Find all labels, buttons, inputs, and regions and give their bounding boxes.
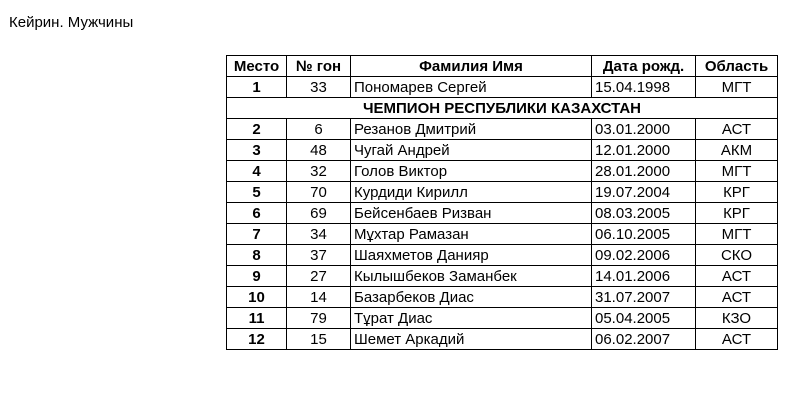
results-table (226, 55, 778, 350)
cell-name: Мұхтар Рамазан (351, 224, 592, 245)
cell-bib: 70 (287, 182, 351, 203)
cell-region: МГТ (696, 224, 778, 245)
table-row (227, 287, 778, 308)
cell-bib: 27 (287, 266, 351, 287)
cell-birth-date: 06.02.2007 (592, 329, 696, 350)
cell-birth-date: 08.03.2005 (592, 203, 696, 224)
cell-place: 4 (227, 161, 287, 182)
cell-region: АСТ (696, 266, 778, 287)
cell-name: Голов Виктор (351, 161, 592, 182)
cell-bib: 69 (287, 203, 351, 224)
table-header-row (227, 56, 778, 77)
cell-bib: 33 (287, 77, 351, 98)
cell-name: Курдиди Кирилл (351, 182, 592, 203)
header-region: Область (696, 56, 778, 77)
cell-name: Тұрат Диас (351, 308, 592, 329)
cell-region: КЗО (696, 308, 778, 329)
cell-region: АКМ (696, 140, 778, 161)
cell-birth-date: 15.04.1998 (592, 77, 696, 98)
cell-region: МГТ (696, 77, 778, 98)
header-name: Фамилия Имя (351, 56, 592, 77)
cell-name: Шаяхметов Данияр (351, 245, 592, 266)
table-row (227, 140, 778, 161)
cell-bib: 32 (287, 161, 351, 182)
table-row (227, 182, 778, 203)
cell-place: 8 (227, 245, 287, 266)
cell-birth-date: 19.07.2004 (592, 182, 696, 203)
table-row (227, 245, 778, 266)
cell-region: АСТ (696, 287, 778, 308)
cell-region: АСТ (696, 119, 778, 140)
cell-name: Кылышбеков Заманбек (351, 266, 592, 287)
cell-name: Базарбеков Диас (351, 287, 592, 308)
cell-name: Шемет Аркадий (351, 329, 592, 350)
cell-bib: 79 (287, 308, 351, 329)
table-row (227, 119, 778, 140)
table-row (227, 77, 778, 98)
cell-region: КРГ (696, 203, 778, 224)
cell-birth-date: 03.01.2000 (592, 119, 696, 140)
cell-place: 10 (227, 287, 287, 308)
cell-place: 12 (227, 329, 287, 350)
cell-place: 11 (227, 308, 287, 329)
cell-place: 2 (227, 119, 287, 140)
cell-place: 3 (227, 140, 287, 161)
cell-place: 7 (227, 224, 287, 245)
cell-place: 5 (227, 182, 287, 203)
cell-bib: 15 (287, 329, 351, 350)
cell-birth-date: 06.10.2005 (592, 224, 696, 245)
cell-place: 6 (227, 203, 287, 224)
cell-bib: 37 (287, 245, 351, 266)
cell-region: КРГ (696, 182, 778, 203)
table-row (227, 308, 778, 329)
header-place: Место (227, 56, 287, 77)
header-bib: № гон (287, 56, 351, 77)
cell-name: Пономарев Сергей (351, 77, 592, 98)
champion-banner: ЧЕМПИОН РЕСПУБЛИКИ КАЗАХСТАН (227, 98, 778, 119)
cell-bib: 48 (287, 140, 351, 161)
cell-bib: 14 (287, 287, 351, 308)
header-birth-date: Дата рожд. (592, 56, 696, 77)
cell-region: СКО (696, 245, 778, 266)
cell-birth-date: 05.04.2005 (592, 308, 696, 329)
cell-place: 1 (227, 77, 287, 98)
cell-bib: 34 (287, 224, 351, 245)
cell-birth-date: 09.02.2006 (592, 245, 696, 266)
table-row (227, 203, 778, 224)
cell-name: Бейсенбаев Ризван (351, 203, 592, 224)
cell-birth-date: 14.01.2006 (592, 266, 696, 287)
cell-bib: 6 (287, 119, 351, 140)
cell-birth-date: 12.01.2000 (592, 140, 696, 161)
cell-region: МГТ (696, 161, 778, 182)
table-row (227, 161, 778, 182)
cell-birth-date: 31.07.2007 (592, 287, 696, 308)
document-title: Кейрин. Мужчины (9, 14, 134, 31)
cell-name: Резанов Дмитрий (351, 119, 592, 140)
cell-birth-date: 28.01.2000 (592, 161, 696, 182)
cell-name: Чугай Андрей (351, 140, 592, 161)
table-row (227, 224, 778, 245)
table-row (227, 329, 778, 350)
cell-region: АСТ (696, 329, 778, 350)
table-row (227, 266, 778, 287)
champion-banner-row (227, 98, 778, 119)
cell-place: 9 (227, 266, 287, 287)
